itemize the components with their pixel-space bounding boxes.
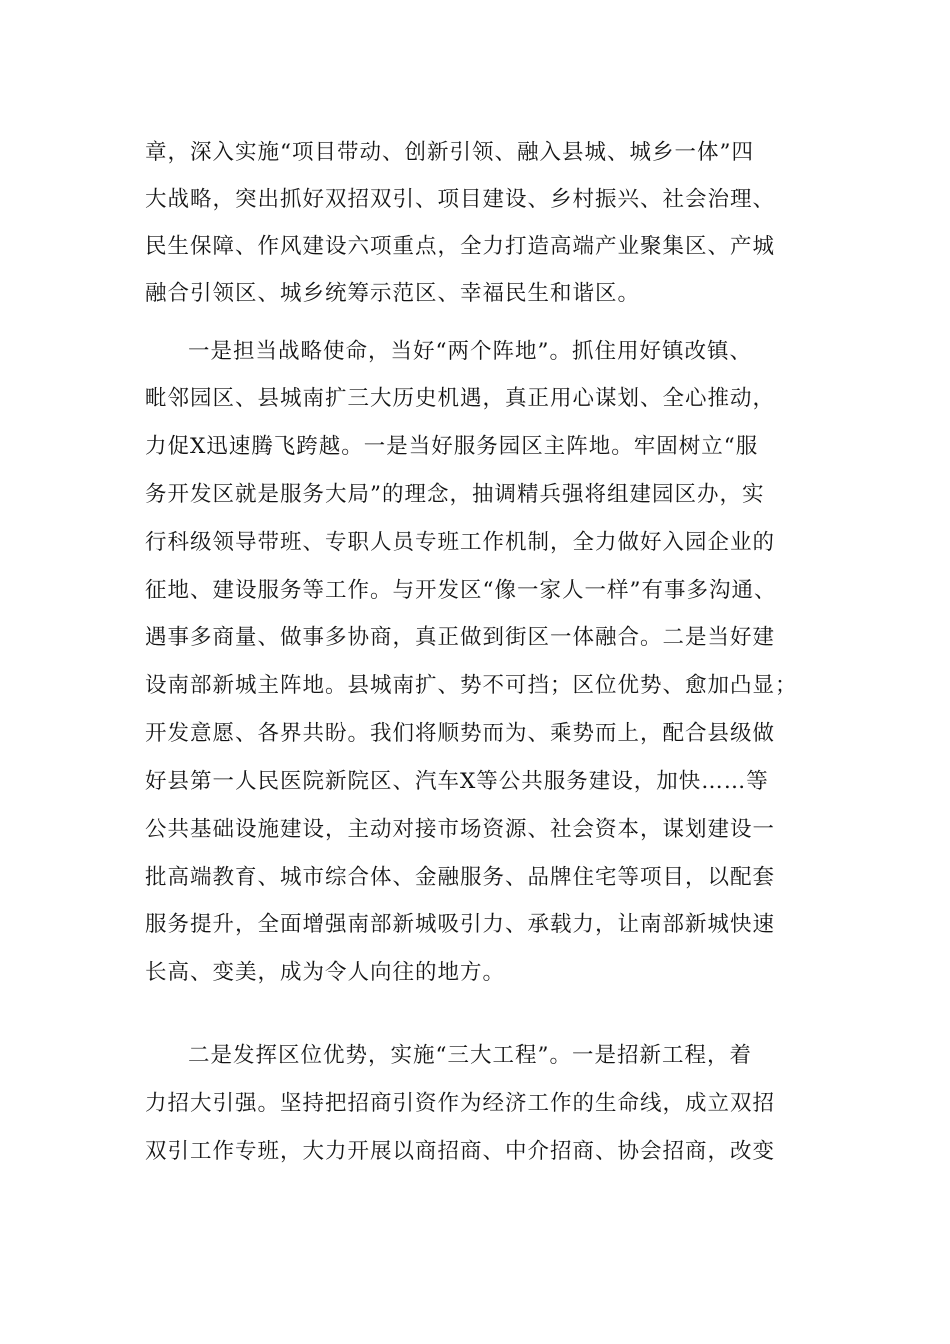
paragraph-2-line-6: 征地、建设服务等工作。与开发区“像一家人一样”有事多沟通、 (145, 578, 777, 603)
paragraph-2-line-3: 力促X迅速腾飞跨越。一是当好服务园区主阵地。牢固树立“服 (145, 434, 759, 459)
paragraph-1-line-3: 民生保障、作风建设六项重点，全力打造高端产业聚集区、产城 (145, 234, 776, 259)
paragraph-2-line-14: 长高、变美，成为令人向往的地方。 (145, 960, 506, 985)
paragraph-2-line-7: 遇事多商量、做事多协商，真正做到街区一体融合。二是当好建 (145, 625, 776, 650)
paragraph-2-line-12: 批高端教育、城市综合体、金融服务、品牌住宅等项目，以配套 (145, 865, 776, 890)
paragraph-2-line-10: 好县第一人民医院新院区、汽车X等公共服务建设，加快……等 (145, 769, 769, 794)
paragraph-1-line-4: 融合引领区、城乡统筹示范区、幸福民生和谐区。 (145, 281, 641, 306)
paragraph-1-line-2: 大战略，突出抓好双招双引、项目建设、乡村振兴、社会治理、 (145, 187, 776, 212)
paragraph-3-line-3: 双引工作专班，大力开展以商招商、中介招商、协会招商，改变 (145, 1139, 776, 1164)
paragraph-3-line-2: 力招大引强。坚持把招商引资作为经济工作的生命线，成立双招 (145, 1091, 776, 1116)
paragraph-2-line-1: 一是担当战略使命，当好“两个阵地”。抓住用好镇改镇、 (188, 339, 752, 364)
paragraph-2-line-2: 毗邻园区、县城南扩三大历史机遇，真正用心谋划、全心推动， (145, 386, 776, 411)
paragraph-2-line-9: 开发意愿、各界共盼。我们将顺势而为、乘势而上，配合县级做 (145, 721, 776, 746)
paragraph-1-line-1: 章，深入实施“项目带动、创新引领、融入县城、城乡一体”四 (145, 140, 754, 165)
paragraph-2-line-8: 设南部新城主阵地。县城南扩、势不可挡；区位优势、愈加凸显； (145, 673, 798, 698)
paragraph-2-line-11: 公共基础设施建设，主动对接市场资源、社会资本，谋划建设一 (145, 817, 776, 842)
paragraph-2-line-5: 行科级领导带班、专职人员专班工作机制，全力做好入园企业的 (145, 530, 776, 555)
paragraph-2-line-13: 服务提升，全面增强南部新城吸引力、承载力，让南部新城快速 (145, 912, 776, 937)
paragraph-3-line-1: 二是发挥区位优势，实施“三大工程”。一是招新工程，着 (188, 1043, 752, 1068)
paragraph-2-line-4: 务开发区就是服务大局”的理念，抽调精兵强将组建园区办，实 (145, 482, 765, 507)
